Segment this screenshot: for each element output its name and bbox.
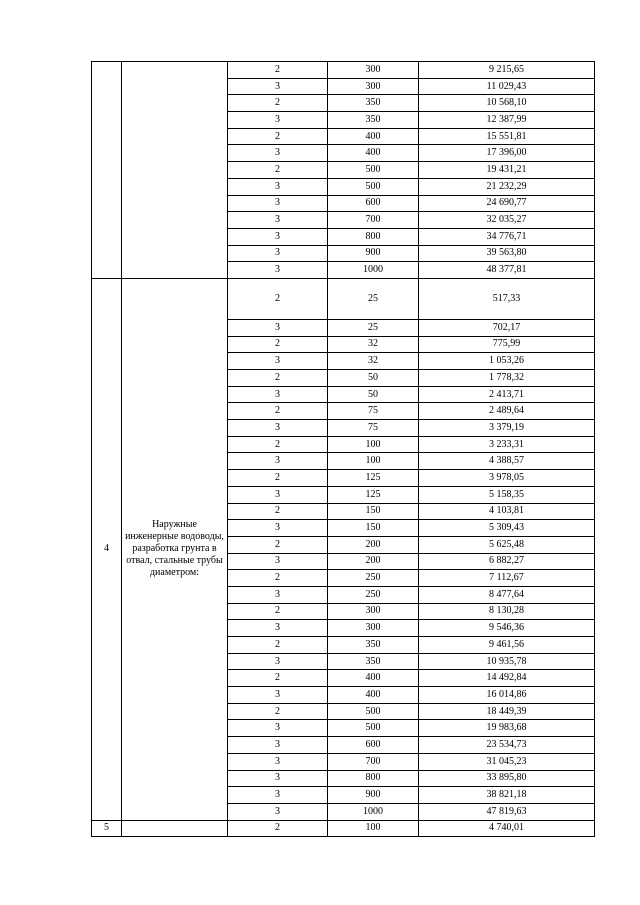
category-cell: 3	[228, 78, 328, 95]
diameter-cell: 150	[328, 503, 419, 520]
price-cell: 48 377,81	[419, 262, 595, 279]
category-cell: 3	[228, 803, 328, 820]
diameter-cell: 25	[328, 278, 419, 319]
diameter-cell: 150	[328, 520, 419, 537]
category-cell: 2	[228, 603, 328, 620]
price-cell: 17 396,00	[419, 145, 595, 162]
diameter-cell: 300	[328, 620, 419, 637]
price-cell: 6 882,27	[419, 553, 595, 570]
diameter-cell: 700	[328, 212, 419, 229]
price-cell: 4 740,01	[419, 820, 595, 837]
diameter-cell: 50	[328, 370, 419, 387]
price-cell: 5 309,43	[419, 520, 595, 537]
price-cell: 23 534,73	[419, 737, 595, 754]
row-number-cell: 5	[92, 820, 122, 837]
diameter-cell: 700	[328, 753, 419, 770]
category-cell: 2	[228, 503, 328, 520]
price-cell: 4 388,57	[419, 453, 595, 470]
diameter-cell: 400	[328, 670, 419, 687]
category-cell: 2	[228, 403, 328, 420]
category-cell: 3	[228, 112, 328, 129]
category-cell: 3	[228, 319, 328, 336]
price-cell: 21 232,29	[419, 178, 595, 195]
price-table	[91, 61, 595, 837]
price-cell: 19 983,68	[419, 720, 595, 737]
price-cell: 5 158,35	[419, 486, 595, 503]
diameter-cell: 350	[328, 653, 419, 670]
diameter-cell: 400	[328, 128, 419, 145]
price-cell: 10 568,10	[419, 95, 595, 112]
category-cell: 3	[228, 720, 328, 737]
category-cell: 3	[228, 245, 328, 262]
price-cell: 14 492,84	[419, 670, 595, 687]
price-cell: 18 449,39	[419, 703, 595, 720]
price-cell: 1 053,26	[419, 353, 595, 370]
category-cell: 2	[228, 162, 328, 179]
price-cell: 38 821,18	[419, 787, 595, 804]
price-cell: 19 431,21	[419, 162, 595, 179]
diameter-cell: 200	[328, 536, 419, 553]
price-cell: 34 776,71	[419, 228, 595, 245]
category-cell: 2	[228, 278, 328, 319]
category-cell: 3	[228, 653, 328, 670]
price-cell: 11 029,43	[419, 78, 595, 95]
price-cell: 8 477,64	[419, 586, 595, 603]
diameter-cell: 800	[328, 770, 419, 787]
category-cell: 2	[228, 336, 328, 353]
price-cell: 9 461,56	[419, 637, 595, 654]
price-cell: 12 387,99	[419, 112, 595, 129]
category-cell: 3	[228, 453, 328, 470]
price-cell: 5 625,48	[419, 536, 595, 553]
category-cell: 2	[228, 470, 328, 487]
price-cell: 8 130,28	[419, 603, 595, 620]
diameter-cell: 600	[328, 195, 419, 212]
work-description-cell: Наружные инженерные водоводы, разработка грунта в отвал, стальные трубы диаметром:	[122, 278, 228, 820]
category-cell: 3	[228, 770, 328, 787]
diameter-cell: 1000	[328, 803, 419, 820]
category-cell: 2	[228, 570, 328, 587]
category-cell: 3	[228, 212, 328, 229]
category-cell: 2	[228, 370, 328, 387]
diameter-cell: 500	[328, 703, 419, 720]
diameter-cell: 1000	[328, 262, 419, 279]
diameter-cell: 32	[328, 336, 419, 353]
price-cell: 3 978,05	[419, 470, 595, 487]
price-cell: 31 045,23	[419, 753, 595, 770]
price-cell: 1 778,32	[419, 370, 595, 387]
category-cell: 2	[228, 95, 328, 112]
diameter-cell: 200	[328, 553, 419, 570]
category-cell: 3	[228, 787, 328, 804]
category-cell: 3	[228, 737, 328, 754]
diameter-cell: 100	[328, 436, 419, 453]
diameter-cell: 500	[328, 162, 419, 179]
diameter-cell: 900	[328, 787, 419, 804]
price-table-body	[92, 62, 595, 837]
diameter-cell: 400	[328, 687, 419, 704]
category-cell: 2	[228, 703, 328, 720]
category-cell: 2	[228, 436, 328, 453]
category-cell: 3	[228, 753, 328, 770]
diameter-cell: 125	[328, 486, 419, 503]
price-cell: 2 489,64	[419, 403, 595, 420]
diameter-cell: 300	[328, 62, 419, 79]
price-cell: 32 035,27	[419, 212, 595, 229]
table-row	[92, 278, 595, 319]
price-cell: 9 215,65	[419, 62, 595, 79]
diameter-cell: 300	[328, 78, 419, 95]
price-cell: 33 895,80	[419, 770, 595, 787]
category-cell: 2	[228, 62, 328, 79]
diameter-cell: 75	[328, 403, 419, 420]
price-cell: 9 546,36	[419, 620, 595, 637]
category-cell: 3	[228, 420, 328, 437]
row-number-cell	[92, 62, 122, 279]
diameter-cell: 32	[328, 353, 419, 370]
diameter-cell: 250	[328, 586, 419, 603]
work-description-cell	[122, 62, 228, 279]
price-cell: 3 233,31	[419, 436, 595, 453]
category-cell: 3	[228, 145, 328, 162]
category-cell: 3	[228, 262, 328, 279]
diameter-cell: 100	[328, 820, 419, 837]
diameter-cell: 600	[328, 737, 419, 754]
category-cell: 3	[228, 586, 328, 603]
table-row	[92, 820, 595, 837]
price-cell: 3 379,19	[419, 420, 595, 437]
category-cell: 2	[228, 637, 328, 654]
diameter-cell: 900	[328, 245, 419, 262]
work-description-cell	[122, 820, 228, 837]
category-cell: 3	[228, 553, 328, 570]
diameter-cell: 25	[328, 319, 419, 336]
table-row	[92, 62, 595, 79]
price-cell: 7 112,67	[419, 570, 595, 587]
category-cell: 2	[228, 670, 328, 687]
diameter-cell: 400	[328, 145, 419, 162]
price-cell: 10 935,78	[419, 653, 595, 670]
diameter-cell: 500	[328, 720, 419, 737]
row-number-cell: 4	[92, 278, 122, 820]
price-cell: 4 103,81	[419, 503, 595, 520]
diameter-cell: 250	[328, 570, 419, 587]
category-cell: 3	[228, 228, 328, 245]
price-cell: 24 690,77	[419, 195, 595, 212]
diameter-cell: 100	[328, 453, 419, 470]
category-cell: 3	[228, 687, 328, 704]
price-cell: 16 014,86	[419, 687, 595, 704]
category-cell: 3	[228, 520, 328, 537]
diameter-cell: 125	[328, 470, 419, 487]
diameter-cell: 75	[328, 420, 419, 437]
category-cell: 2	[228, 820, 328, 837]
diameter-cell: 800	[328, 228, 419, 245]
category-cell: 3	[228, 178, 328, 195]
diameter-cell: 350	[328, 112, 419, 129]
diameter-cell: 500	[328, 178, 419, 195]
category-cell: 3	[228, 386, 328, 403]
price-cell: 2 413,71	[419, 386, 595, 403]
diameter-cell: 350	[328, 95, 419, 112]
diameter-cell: 300	[328, 603, 419, 620]
price-cell: 702,17	[419, 319, 595, 336]
category-cell: 2	[228, 128, 328, 145]
price-cell: 775,99	[419, 336, 595, 353]
category-cell: 3	[228, 620, 328, 637]
price-cell: 517,33	[419, 278, 595, 319]
price-cell: 39 563,80	[419, 245, 595, 262]
category-cell: 2	[228, 536, 328, 553]
diameter-cell: 350	[328, 637, 419, 654]
category-cell: 3	[228, 353, 328, 370]
price-cell: 47 819,63	[419, 803, 595, 820]
price-cell: 15 551,81	[419, 128, 595, 145]
category-cell: 3	[228, 195, 328, 212]
category-cell: 3	[228, 486, 328, 503]
diameter-cell: 50	[328, 386, 419, 403]
